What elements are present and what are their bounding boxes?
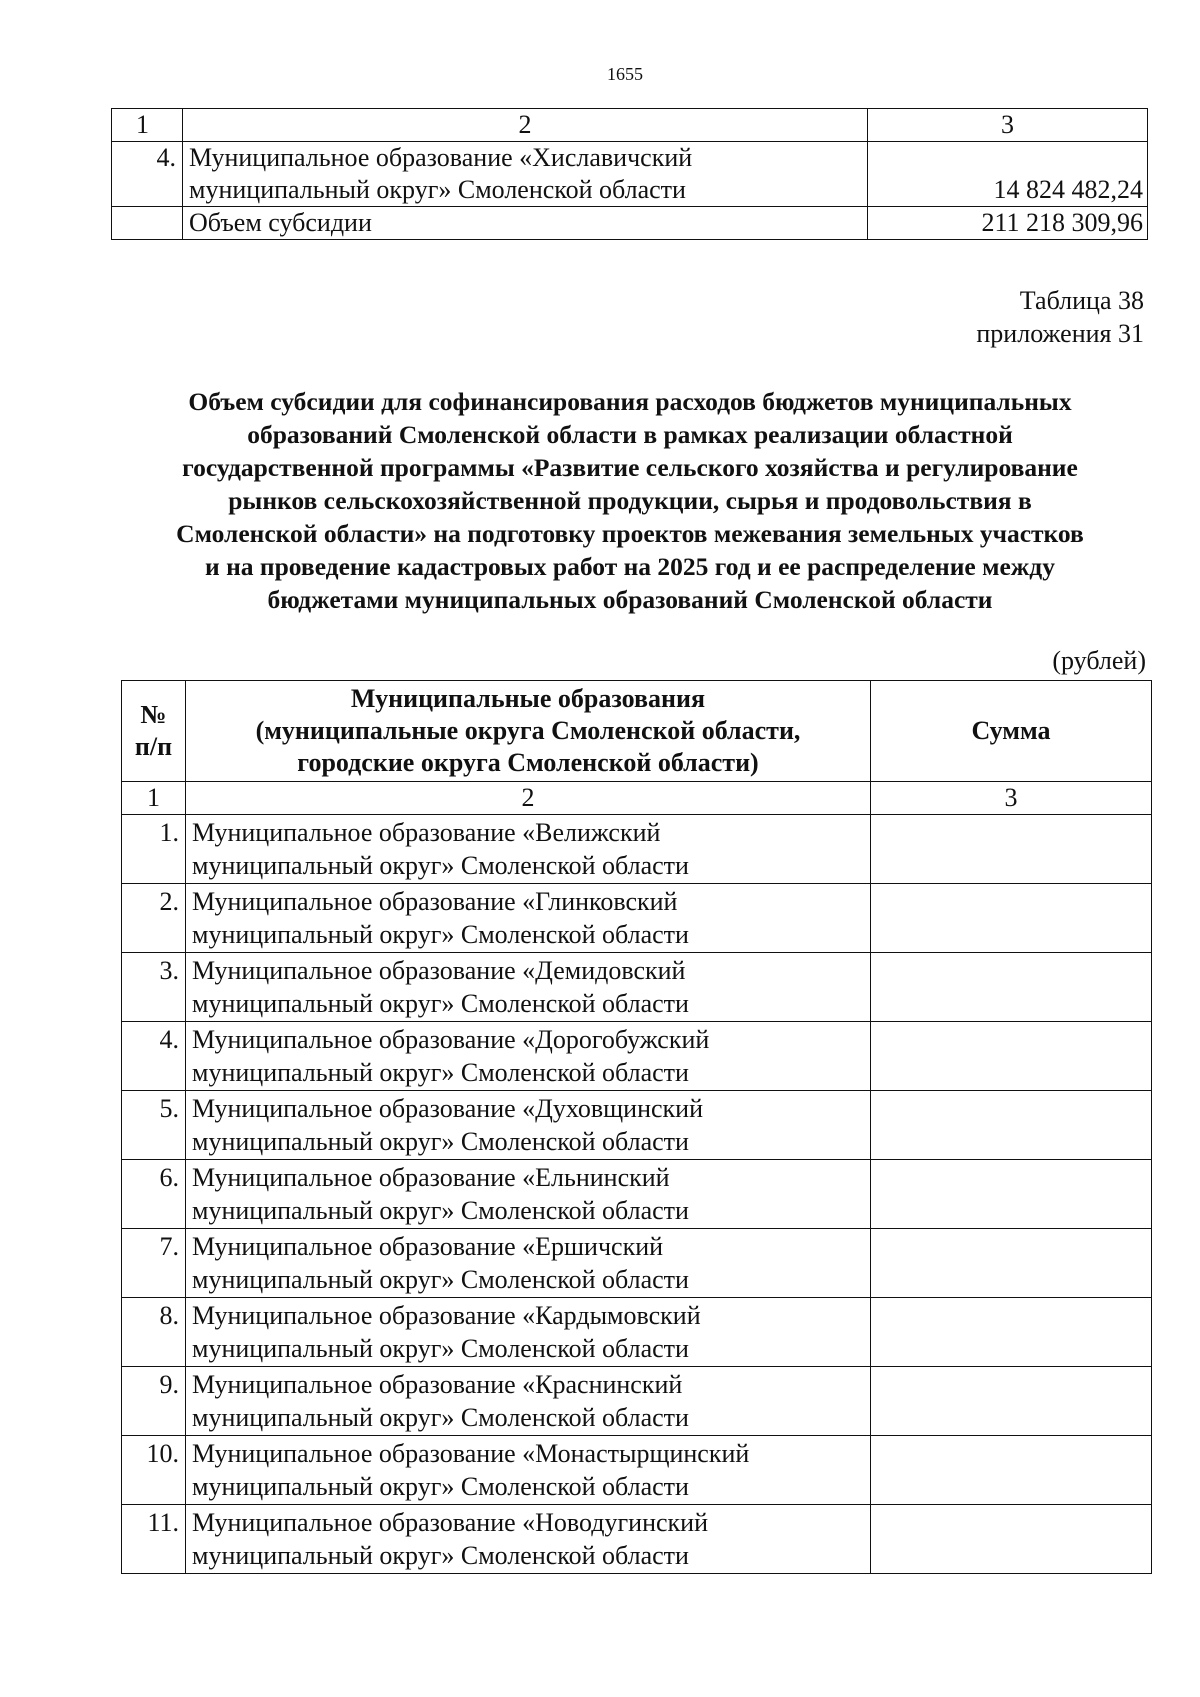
municipality-name-line: муниципальный округ» Смоленской области [192,920,689,949]
municipality-name [186,815,871,884]
municipality-name [186,1367,871,1436]
column-number-cell: 3 [868,109,1148,142]
continued-table [111,108,1148,240]
municipality-name-line: Муниципальное образование «Монастырщинский [192,1439,750,1468]
column-number-cell: 1 [122,782,186,815]
row-number: 9. [122,1367,186,1436]
table-header-row [122,681,1152,782]
column-number-cell: 2 [186,782,871,815]
table-caption-line: Таблица 38 [1019,286,1144,315]
municipality-name-line: Муниципальное образование «Демидовский [192,956,686,985]
row-number [112,207,183,240]
title-line: Смоленской области» на подготовку проектов межевания земельных участков [176,519,1084,548]
header-number-line: № [140,700,167,729]
subsidy-amount [871,1160,1152,1229]
subsidy-amount [871,1436,1152,1505]
subsidy-amount [871,1505,1152,1574]
table-caption [976,284,1144,350]
subsidy-amount [871,953,1152,1022]
table-row [122,1298,1152,1367]
municipality-name-line: Муниципальное образование «Глинковский [192,887,678,916]
row-number: 4. [112,142,183,207]
title-line: и на проведение кадастровых работ на 2025 год и ее распределение между [205,552,1055,581]
row-number: 3. [122,953,186,1022]
municipality-name-line: муниципальный округ» Смоленской области [192,1541,689,1570]
subsidy-amount [871,1367,1152,1436]
table-row [122,1160,1152,1229]
column-number-cell: 3 [871,782,1152,815]
column-number-cell: 2 [183,109,868,142]
header-number [122,681,186,782]
title-line: государственной программы «Развитие сельского хозяйства и регулирование [182,453,1078,482]
municipality-name-line: муниципальный округ» Смоленской области [192,1196,689,1225]
municipality-name-line: муниципальный округ» Смоленской области [192,1058,689,1087]
municipality-name-line: Муниципальное образование «Хиславичский [189,143,693,172]
title-line: рынков сельскохозяйственной продукции, сырья и продовольствия в [228,486,1032,515]
row-number: 8. [122,1298,186,1367]
table-row [122,1091,1152,1160]
municipality-name-line: муниципальный округ» Смоленской области [192,1334,689,1363]
municipality-name [186,1160,871,1229]
row-number: 4. [122,1022,186,1091]
municipality-name-line: муниципальный округ» Смоленской области [192,1403,689,1432]
table-row [122,1229,1152,1298]
municipality-name-line: муниципальный округ» Смоленской области [192,1127,689,1156]
header-sum: Сумма [871,681,1152,782]
subsidy-amount [871,815,1152,884]
municipality-name [183,142,868,207]
row-number: 6. [122,1160,186,1229]
table-row [122,1505,1152,1574]
header-municipality [186,681,871,782]
municipality-name-line: Муниципальное образование «Ершичский [192,1232,664,1261]
header-number-line: п/п [134,732,173,761]
municipality-name-line: Муниципальное образование «Кардымовский [192,1301,701,1330]
municipality-name-line: муниципальный округ» Смоленской области [192,1265,689,1294]
municipality-name-line: Муниципальное образование «Новодугинский [192,1508,708,1537]
table-row [122,1367,1152,1436]
row-number: 10. [122,1436,186,1505]
subsidy-amount [871,1298,1152,1367]
subsidy-amount: 14 824 482,24 [868,142,1148,207]
row-number: 11. [122,1505,186,1574]
row-number: 7. [122,1229,186,1298]
subsidy-amount [871,1091,1152,1160]
municipality-name [186,1091,871,1160]
document-title [110,385,1150,616]
municipality-name-line: Муниципальное образование «Велижский [192,818,661,847]
table-row [122,884,1152,953]
municipality-name-line: муниципальный округ» Смоленской области [189,175,686,204]
municipality-name [186,884,871,953]
municipality-name-line: Муниципальное образование «Краснинский [192,1370,683,1399]
table-row [122,1022,1152,1091]
row-number: 2. [122,884,186,953]
municipality-name-line: муниципальный округ» Смоленской области [192,851,689,880]
title-line: Объем субсидии для софинансирования расходов бюджетов муниципальных [188,387,1072,416]
title-line: бюджетами муниципальных образований Смоленской области [267,585,993,614]
municipality-name [186,953,871,1022]
municipality-name-line: Муниципальное образование «Духовщинский [192,1094,704,1123]
municipality-name [186,1298,871,1367]
total-label: Объем субсидии [183,207,868,240]
title-line: образований Смоленской области в рамках реализации областной [247,420,1013,449]
column-number-row [112,109,1148,142]
municipality-name-line: Муниципальное образование «Ельнинский [192,1163,670,1192]
subsidy-table [121,680,1152,1574]
header-municipality-line: городские округа Смоленской области) [297,748,759,777]
subsidy-amount [871,1229,1152,1298]
total-value: 211 218 309,96 [868,207,1148,240]
municipality-name-line: Муниципальное образование «Дорогобужский [192,1025,710,1054]
municipality-name [186,1505,871,1574]
header-municipality-line: (муниципальные округа Смоленской области, [255,716,801,745]
page-number: 1655 [607,64,643,84]
table-row [112,142,1148,207]
municipality-name-line: муниципальный округ» Смоленской области [192,989,689,1018]
municipality-name [186,1436,871,1505]
header-municipality-line: Муниципальные образования [350,684,706,713]
municipality-name [186,1022,871,1091]
table-row [122,1436,1152,1505]
column-number-row [122,782,1152,815]
municipality-name [186,1229,871,1298]
column-number-cell: 1 [112,109,183,142]
table-row [122,953,1152,1022]
row-number: 5. [122,1091,186,1160]
subsidy-amount [871,1022,1152,1091]
municipality-name-line: муниципальный округ» Смоленской области [192,1472,689,1501]
total-row [112,207,1148,240]
subsidy-amount [871,884,1152,953]
table-row [122,815,1152,884]
row-number: 1. [122,815,186,884]
units-label: (рублей) [1052,646,1146,675]
table-caption-line: приложения 31 [976,319,1144,348]
